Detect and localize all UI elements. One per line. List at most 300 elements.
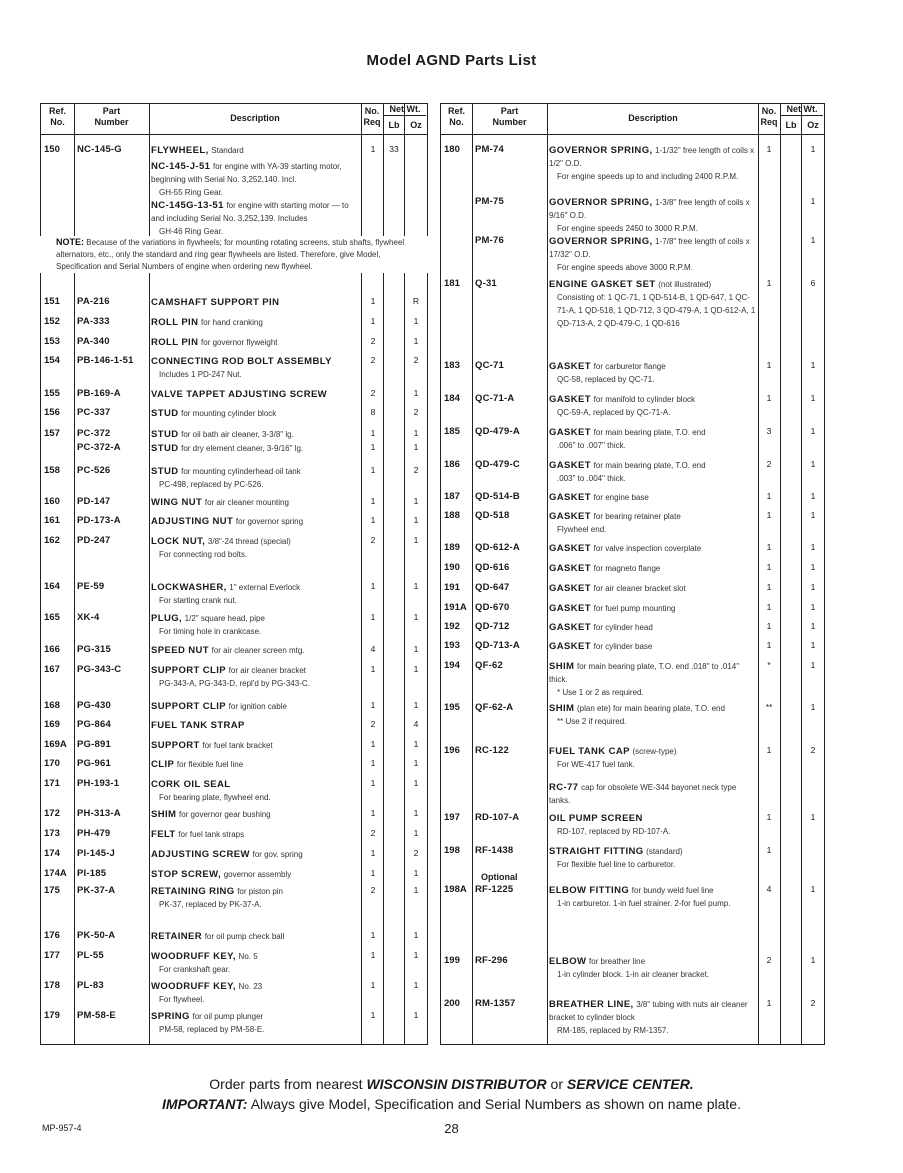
part-number: PK-50-A [77, 930, 116, 941]
description [151, 778, 361, 804]
description-text: for magneto flange [593, 564, 661, 573]
description-text: for air cleaner bracket [228, 666, 307, 675]
weight-oz: 1 [810, 542, 816, 552]
weight-oz: 1 [810, 510, 816, 520]
description-title: ADJUSTING NUT [151, 516, 234, 527]
weight-oz: 2 [413, 355, 419, 365]
weight-oz: 1 [413, 778, 419, 788]
description [549, 562, 759, 575]
weight-oz: 1 [810, 562, 816, 572]
description [151, 980, 361, 1006]
part-number: QC-71 [475, 360, 504, 371]
description-title: STUD [151, 429, 179, 440]
header-ref: Ref. No. [447, 106, 465, 127]
description-text: for governor gear bushing [179, 810, 271, 819]
description-text: 1-1/32" free length of coils x 1/2" O.D. [549, 146, 755, 168]
parts-table-right [440, 103, 825, 1045]
description-sub: GH-46 Ring Gear. [159, 227, 224, 236]
weight-oz: 1 [413, 739, 419, 749]
description-sub: For starting crank nut. [159, 596, 237, 605]
description-sub: * Use 1 or 2 as required. [557, 688, 644, 697]
weight-oz: 1 [413, 700, 419, 710]
description-title: STRAIGHT FITTING [549, 846, 644, 857]
description [549, 702, 759, 728]
description [549, 781, 759, 807]
description-title: GASKET [549, 511, 591, 522]
part-number: NC-145-G [77, 144, 122, 155]
description [151, 868, 361, 881]
weight-oz: 1 [413, 885, 419, 895]
ref-number: 181 [444, 278, 460, 289]
weight-oz: 1 [810, 459, 816, 469]
description-text: 1-7/8" free length of coils x 17/32" O.D. [549, 237, 750, 259]
part-number: PH-479 [77, 828, 111, 839]
description [549, 621, 759, 634]
part-number: QD-713-A [475, 640, 520, 651]
qty-required: 1 [370, 758, 376, 768]
description-text: 3/8"-24 thread (special) [207, 537, 291, 546]
description-sub: .006" to .007" thick. [557, 441, 626, 450]
description [549, 510, 759, 536]
description-sub: QC-59-A, replaced by QC-71-A. [557, 408, 671, 417]
description [549, 542, 759, 555]
description [151, 465, 361, 491]
ref-number: 166 [44, 644, 60, 655]
weight-oz: 1 [810, 702, 816, 712]
qty-required: 1 [370, 1010, 376, 1020]
weight-oz: 1 [413, 808, 419, 818]
footer-important-text: Always give Model, Specification and Serial Numbers as shown on name plate. [250, 1096, 741, 1112]
part-number: PM-58-E [77, 1010, 116, 1021]
part-number: QD-479-C [475, 459, 520, 470]
part-number: QD-479-A [475, 426, 520, 437]
description-text: for engine with YA-39 starting motor, beginning with Serial No. 3,252,140. Incl. [151, 162, 342, 184]
description-sub: PM-58, replaced by PM-58-E. [159, 1025, 265, 1034]
description-text: for piston pin [237, 887, 283, 896]
description-title: SPRING [151, 1011, 190, 1022]
description-text: for fuel pump mounting [593, 604, 676, 613]
weight-oz: 1 [810, 144, 816, 154]
qty-required: 1 [766, 998, 772, 1008]
qty-required: 1 [370, 700, 376, 710]
description-sub: PC-498, replaced by PC-526. [159, 480, 264, 489]
description-text: Standard [211, 146, 244, 155]
qty-required: 1 [370, 848, 376, 858]
qty-required: 2 [370, 388, 376, 398]
qty-required: 1 [370, 808, 376, 818]
doc-code: MP-957-4 [42, 1123, 82, 1133]
description [151, 930, 361, 943]
description-sub: Flywheel end. [557, 525, 607, 534]
qty-required: 1 [766, 360, 772, 370]
description-title: CAMSHAFT SUPPORT PIN [151, 297, 280, 308]
qty-required: 1 [766, 602, 772, 612]
description-sub: For WE-417 fuel tank. [557, 760, 635, 769]
qty-required: 3 [766, 426, 772, 436]
description-title: GOVERNOR SPRING, [549, 145, 653, 156]
description-title: GASKET [549, 492, 591, 503]
part-number: RM-1357 [475, 998, 516, 1009]
ref-number: 191 [444, 582, 460, 593]
description [151, 758, 361, 771]
description-title: GASKET [549, 361, 591, 372]
header-oz: Oz [410, 120, 422, 130]
description-sub: 1-in cylinder block. 1-in air cleaner bracket. [557, 970, 710, 979]
description [151, 848, 361, 861]
ref-number: 158 [44, 465, 60, 476]
ref-number: 196 [444, 745, 460, 756]
description-title: NC-145G-13-51 [151, 200, 224, 211]
qty-required: 1 [370, 778, 376, 788]
description-title: PLUG, [151, 613, 183, 624]
part-number: PH-313-A [77, 808, 121, 819]
description-sub: ** Use 2 if required. [557, 717, 627, 726]
weight-oz: 1 [413, 612, 419, 622]
ref-number: 193 [444, 640, 460, 651]
weight-oz: 1 [810, 393, 816, 403]
description-text: for fuel tank bracket [202, 741, 273, 750]
part-number: PC-372-A [77, 442, 121, 453]
description [151, 664, 361, 690]
qty-required: 4 [370, 644, 376, 654]
weight-oz: 2 [413, 465, 419, 475]
description-title: FUEL TANK CAP [549, 746, 630, 757]
weight-oz: 1 [413, 868, 419, 878]
description-text: for cylinder base [593, 642, 653, 651]
qty-required: 1 [766, 812, 772, 822]
description-title: LOCK NUT, [151, 536, 206, 547]
ref-number: 194 [444, 660, 460, 671]
description-text: (standard) [646, 847, 683, 856]
description [549, 144, 759, 183]
part-number: PG-891 [77, 739, 111, 750]
part-number: RD-107-A [475, 812, 520, 823]
ref-number: 190 [444, 562, 460, 573]
ref-number: 177 [44, 950, 60, 961]
description-title: ROLL PIN [151, 337, 199, 348]
ref-number: 151 [44, 296, 60, 307]
description-text: for mounting cylinder block [181, 409, 277, 418]
description-sub: For crankshaft gear. [159, 965, 231, 974]
description-title: STUD [151, 408, 179, 419]
description-text: No. 23 [238, 982, 263, 991]
part-number: RF-1438 [475, 845, 514, 856]
qty-required: 2 [370, 336, 376, 346]
ref-number: 173 [44, 828, 60, 839]
qty-required: 1 [766, 542, 772, 552]
footer-important-label: IMPORTANT: [162, 1096, 248, 1112]
weight-oz: 1 [413, 388, 419, 398]
qty-required: 8 [370, 407, 376, 417]
qty-required: 2 [370, 719, 376, 729]
qty-required: 1 [370, 950, 376, 960]
ref-number: 174 [44, 848, 60, 859]
description-text: for main bearing plate, T.O. end [593, 428, 706, 437]
qty-required: 1 [370, 612, 376, 622]
description-text: governor assembly [223, 870, 292, 879]
description [151, 144, 361, 157]
ref-number: 153 [44, 336, 60, 347]
part-number: QD-518 [475, 510, 510, 521]
part-number: PC-372 [77, 428, 111, 439]
weight-oz: 2 [810, 998, 816, 1008]
weight-oz: 1 [810, 196, 816, 206]
ref-number: 185 [444, 426, 460, 437]
description [549, 393, 759, 419]
weight-oz: 1 [810, 640, 816, 650]
description [549, 235, 759, 274]
qty-required: 1 [370, 316, 376, 326]
description [151, 885, 361, 911]
weight-oz: 1 [413, 828, 419, 838]
description-title: SHIM [549, 661, 575, 672]
ref-number: 170 [44, 758, 60, 769]
part-number: RF-296 [475, 955, 508, 966]
part-number: PE-59 [77, 581, 105, 592]
part-number: PH-193-1 [77, 778, 120, 789]
header-part: Part Number [94, 106, 129, 127]
description-text: for main bearing plate, T.O. end .018" to .014" thick. [549, 662, 740, 684]
ref-number: 176 [44, 930, 60, 941]
description-text: for oil pump plunger [192, 1012, 264, 1021]
description [151, 535, 361, 561]
description-sub: For flexible fuel line to carburetor. [557, 860, 676, 869]
part-number: PG-961 [77, 758, 111, 769]
header-netwt: Net Wt. [384, 104, 426, 116]
description [151, 700, 361, 713]
description-title: GASKET [549, 543, 591, 554]
description [549, 491, 759, 504]
qty-required: 1 [370, 930, 376, 940]
qty-required: 1 [370, 496, 376, 506]
description [151, 355, 361, 381]
footer-prefix: Order parts from nearest [209, 1076, 363, 1092]
description [151, 828, 361, 841]
description-text: 1" external Everlock [229, 583, 301, 592]
description-title: FUEL TANK STRAP [151, 720, 245, 731]
ref-number: 195 [444, 702, 460, 713]
part-number: PG-343-C [77, 664, 122, 675]
description-text: for cylinder head [593, 623, 653, 632]
description-title: GASKET [549, 583, 591, 594]
description-text: (not illustrated) [658, 280, 712, 289]
description-title: SUPPORT [151, 740, 200, 751]
description [151, 719, 361, 732]
weight-oz: 1 [810, 426, 816, 436]
header-oz: Oz [807, 120, 819, 130]
description-text: for bundy weld fuel line [631, 886, 714, 895]
ref-number: 183 [444, 360, 460, 371]
description-text: for air cleaner bracket slot [593, 584, 686, 593]
weight-oz: 1 [413, 950, 419, 960]
description-sub: Consisting of: 1 QC-71, 1 QD-514-B, 1 QD-647, 1 QC-71-A, 1 QD-518, 1 QD-712, 3 QD-479-A, 1 QD-612-A, 1 QD-713-A, 2 QD-479-C, 1 QD-616 [557, 293, 756, 328]
description-title: FLYWHEEL, [151, 145, 209, 156]
header-part: Part Number [492, 106, 527, 127]
description-title: WOODRUFF KEY, [151, 981, 236, 992]
ref-number: 184 [444, 393, 460, 404]
header-desc: Description [628, 113, 678, 123]
description-sub: For bearing plate, flywheel end. [159, 793, 271, 802]
weight-oz: 1 [413, 316, 419, 326]
description-title: SPEED NUT [151, 645, 209, 656]
description-title: SUPPORT CLIP [151, 665, 227, 676]
ref-number: 160 [44, 496, 60, 507]
description [549, 278, 759, 330]
description-title: LOCKWASHER, [151, 582, 227, 593]
description-title: GASKET [549, 460, 591, 471]
part-number: PG-315 [77, 644, 111, 655]
qty-required: 2 [370, 535, 376, 545]
part-number: PM-76 [475, 235, 504, 246]
description [549, 602, 759, 615]
weight-oz: 1 [413, 442, 419, 452]
description-title: STUD [151, 466, 179, 477]
description-sub: PK-37, replaced by PK-37-A. [159, 900, 262, 909]
weight-oz: 1 [810, 235, 816, 245]
description-title: NC-145-J-51 [151, 161, 211, 172]
description-title: GOVERNOR SPRING, [549, 197, 653, 208]
weight-oz: 2 [413, 407, 419, 417]
description-text: for air cleaner mounting [204, 498, 289, 507]
part-number: PA-333 [77, 316, 110, 327]
ref-number: 171 [44, 778, 60, 789]
description-text: for valve inspection coverplate [593, 544, 702, 553]
weight-oz: R [412, 296, 420, 306]
part-number: QD-670 [475, 602, 510, 613]
description-text: 1-3/8" free length of coils x 9/16" O.D. [549, 198, 750, 220]
description [549, 745, 759, 771]
ref-number: 200 [444, 998, 460, 1009]
footer-service-center: SERVICE CENTER. [566, 1076, 694, 1092]
description-text: for engine with starting motor — to and including Serial No. 3,252,139. Includes [151, 201, 349, 223]
part-number: PB-169-A [77, 388, 121, 399]
part-number: PG-430 [77, 700, 111, 711]
description-text: for flexible fuel line [176, 760, 244, 769]
part-number: PM-74 [475, 144, 504, 155]
header-req: No. Req [760, 106, 778, 127]
description-sub: 1-in carburetor. 1-in fuel strainer. 2-for fuel pump. [557, 899, 731, 908]
description-title: VALVE TAPPET ADJUSTING SCREW [151, 389, 328, 400]
weight-oz: 2 [413, 848, 419, 858]
weight-oz: 1 [810, 955, 816, 965]
description [151, 739, 361, 752]
description-sub: For flywheel. [159, 995, 205, 1004]
ref-number: 198 [444, 845, 460, 856]
part-number: RC-122 [475, 745, 509, 756]
description [549, 196, 759, 235]
description [549, 812, 759, 838]
description [151, 160, 361, 199]
description-text: for carburetor flange [593, 362, 666, 371]
ref-number: 168 [44, 700, 60, 711]
qty-required: 2 [766, 459, 772, 469]
description-title: ELBOW FITTING [549, 885, 630, 896]
weight-oz: 1 [810, 660, 816, 670]
qty-required: 1 [370, 296, 376, 306]
part-number: PC-526 [77, 465, 111, 476]
qty-required: 1 [370, 868, 376, 878]
qty-required: 2 [766, 955, 772, 965]
header-netwt: Net Wt. [781, 104, 823, 116]
page-title: Model AGND Parts List [366, 52, 537, 69]
description [549, 884, 759, 910]
description-sub: For connecting rod bolts. [159, 550, 248, 559]
ref-number: 156 [44, 407, 60, 418]
description-title: SUPPORT CLIP [151, 701, 227, 712]
description-title: SHIM [151, 809, 177, 820]
description-title: GASKET [549, 563, 591, 574]
header-desc: Description [230, 113, 280, 123]
footer-order-line [0, 1076, 903, 1092]
footer-distributor: WISCONSIN DISTRIBUTOR [366, 1076, 547, 1092]
qty-required: 4 [766, 884, 772, 894]
description-text: cap for obsolete WE-344 bayonet neck type tanks. [549, 783, 737, 805]
part-number: QD-647 [475, 582, 510, 593]
ref-number: 186 [444, 459, 460, 470]
ref-number: 191A [444, 602, 467, 613]
description [151, 336, 361, 349]
qty-required: 1 [370, 442, 376, 452]
description-title: GASKET [549, 622, 591, 633]
description [549, 660, 759, 699]
description [549, 426, 759, 452]
description-title: GOVERNOR SPRING, [549, 236, 653, 247]
ref-number: 157 [44, 428, 60, 439]
description-text: for gov. spring [252, 850, 303, 859]
description-sub: For engine speeds up to and including 2400 R.P.M. [557, 172, 739, 181]
weight-oz: 4 [413, 719, 419, 729]
qty-required: 1 [766, 582, 772, 592]
ref-number: 179 [44, 1010, 60, 1021]
description-sub: QC-58, replaced by QC-71. [557, 375, 655, 384]
description-title: FELT [151, 829, 176, 840]
description-title: OIL PUMP SCREEN [549, 813, 643, 824]
header-ref: Ref. No. [48, 106, 66, 127]
part-number: PA-340 [77, 336, 110, 347]
ref-number: 169 [44, 719, 60, 730]
part-number: PD-247 [77, 535, 111, 546]
part-number: QD-616 [475, 562, 510, 573]
description-sub: Includes 1 PD-247 Nut. [159, 370, 242, 379]
qty-required: 1 [370, 739, 376, 749]
description [549, 998, 759, 1037]
description-text: 3/8" tubing with nuts air cleaner bracket to cylinder block [549, 1000, 748, 1022]
qty-required: * [767, 660, 771, 670]
description-title: SHIM [549, 703, 575, 714]
description-title: WOODRUFF KEY, [151, 951, 236, 962]
description-text: for fuel tank straps [178, 830, 245, 839]
description-text: for ignition cable [228, 702, 287, 711]
description-text: No. 5 [238, 952, 258, 961]
description-title: CORK OIL SEAL [151, 779, 231, 790]
qty-required: 1 [370, 428, 376, 438]
description-title: RETAINING RING [151, 886, 235, 897]
description-sub: .003" to .004" thick. [557, 474, 626, 483]
part-number: PD-147 [77, 496, 111, 507]
ref-number: 172 [44, 808, 60, 819]
description-title: ADJUSTING SCREW [151, 849, 250, 860]
ref-number: 180 [444, 144, 460, 155]
description-title: BREATHER LINE, [549, 999, 634, 1010]
description [549, 640, 759, 653]
description-text: for governor spring [235, 517, 304, 526]
description [151, 1010, 361, 1036]
qty-required: 1 [766, 144, 772, 154]
description [151, 296, 361, 309]
description-title: GASKET [549, 427, 591, 438]
weight-oz: 6 [810, 278, 816, 288]
header-lb: Lb [785, 120, 797, 130]
